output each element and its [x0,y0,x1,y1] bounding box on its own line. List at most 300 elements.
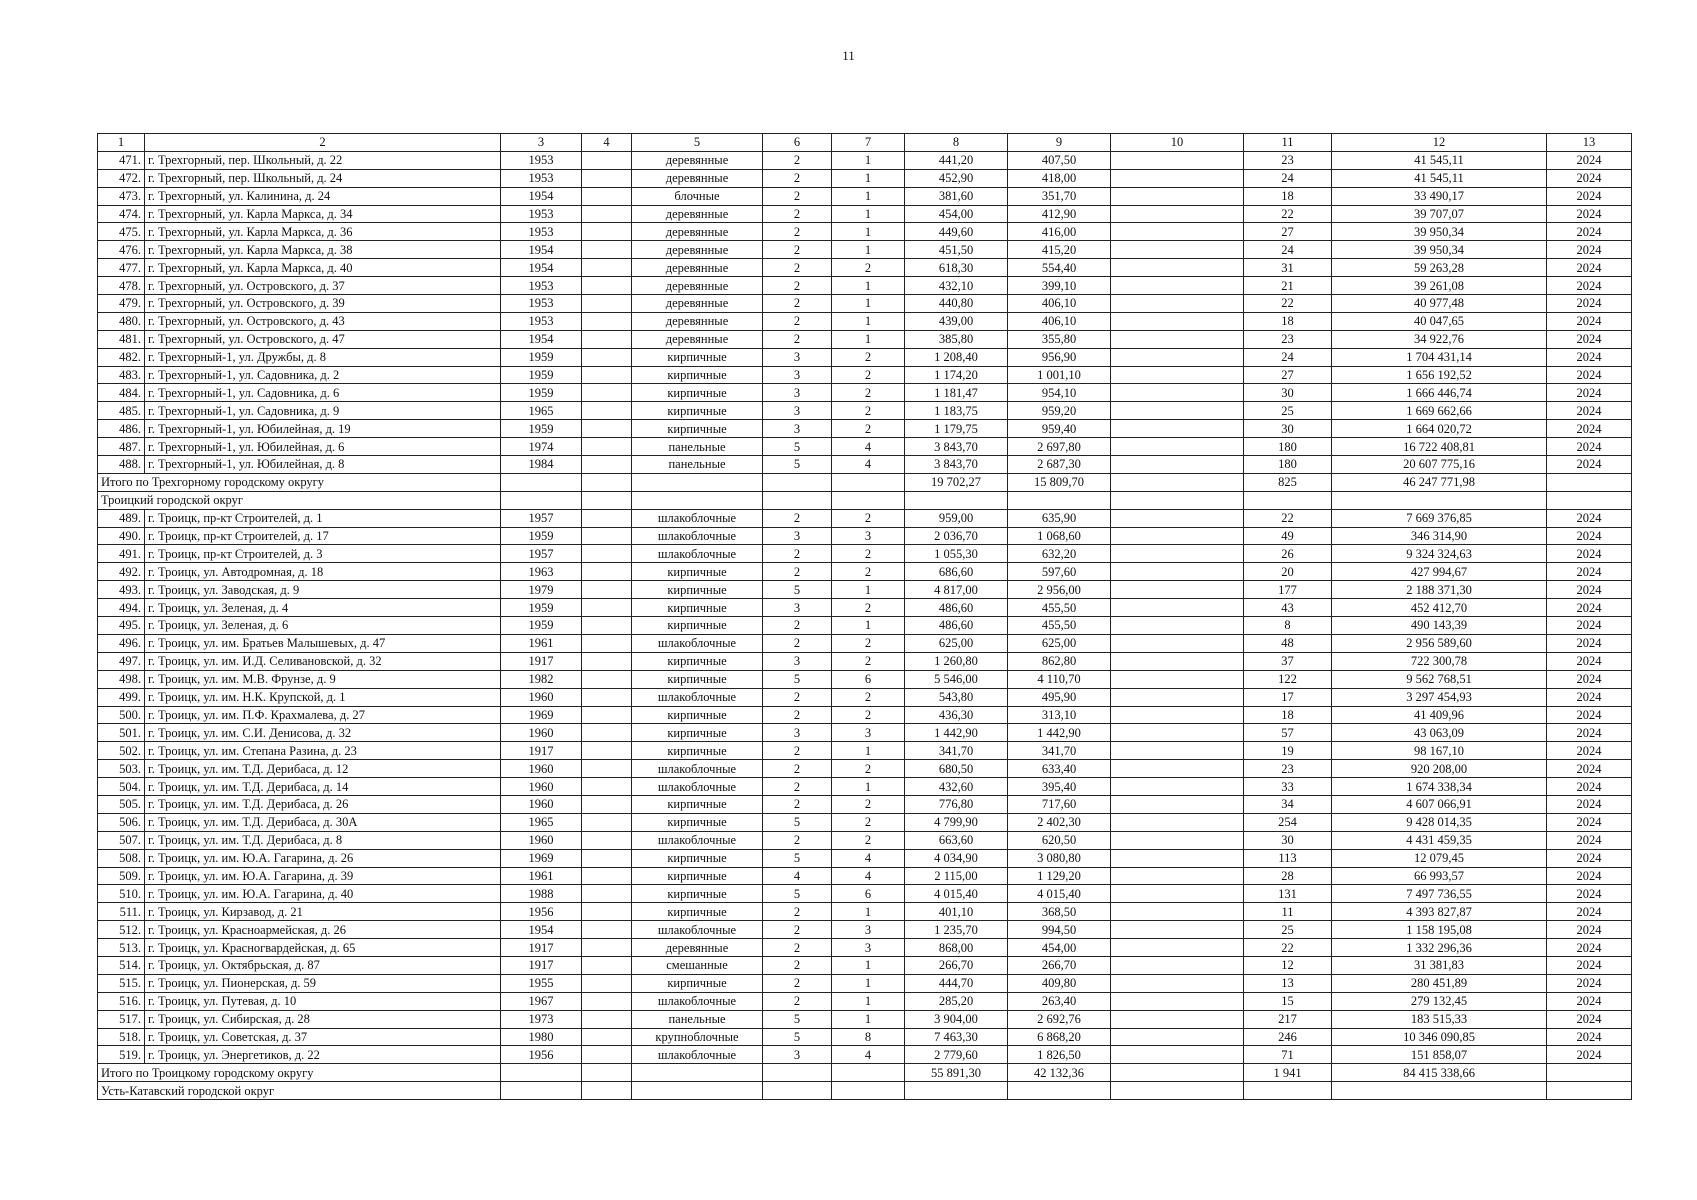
cell-col-7: 2 [832,420,905,438]
cell-col-6: 3 [763,420,832,438]
cell-col-7: 1 [832,169,905,187]
cell-col-9: 409,80 [1008,974,1111,992]
cell-col-9: 2 697,80 [1008,438,1111,456]
cell-col-5: кирпичные [632,867,763,885]
cell-col-1: 507. [98,831,145,849]
cell-col-11: 25 [1244,402,1332,420]
cell-col-11: 23 [1244,760,1332,778]
cell-col-9: 632,20 [1008,545,1111,563]
cell-col-1: 490. [98,527,145,545]
column-number-7: 7 [832,134,905,152]
cell-col-1: 494. [98,599,145,617]
cell-col-4 [582,956,632,974]
cell-col-12: 39 707,07 [1332,205,1547,223]
cell-col-8: 3 843,70 [905,456,1008,474]
cell-col-6: 5 [763,885,832,903]
cell-col-4 [582,348,632,366]
cell-col-8: 1 442,90 [905,724,1008,742]
cell-col-9: 368,50 [1008,903,1111,921]
cell-col-2: г. Троицк, пр-кт Строителей, д. 17 [145,527,501,545]
cell-col-9: 597,60 [1008,563,1111,581]
table-row [98,241,1632,259]
cell-col-13: 2024 [1547,813,1632,831]
cell-col-11: 57 [1244,724,1332,742]
cell-col-5: кирпичные [632,402,763,420]
cell-col-6: 2 [763,992,832,1010]
cell-col-6: 2 [763,312,832,330]
cell-col-3: 1979 [501,581,582,599]
cell-col-2: г. Троицк, ул. Октябрьская, д. 87 [145,956,501,974]
cell-col-3: 1967 [501,992,582,1010]
cell-col-6: 5 [763,1028,832,1046]
cell-col-5: кирпичные [632,563,763,581]
cell-col-2: г. Трехгорный, пер. Школьный, д. 24 [145,169,501,187]
table-row [98,295,1632,313]
cell-col-2: г. Трехгорный-1, ул. Юбилейная, д. 8 [145,456,501,474]
cell-col-13: 2024 [1547,921,1632,939]
cell-col-6: 3 [763,402,832,420]
cell-col-11: 131 [1244,885,1332,903]
cell-col-13: 2024 [1547,295,1632,313]
district-heading: Усть-Катавский городской округ [98,1082,501,1100]
cell-col-8: 385,80 [905,330,1008,348]
cell-col-6: 5 [763,438,832,456]
table-row [98,634,1632,652]
empty-cell [832,1082,905,1100]
cell-col-8: 1 260,80 [905,652,1008,670]
cell-col-7: 2 [832,634,905,652]
cell-col-9: 625,00 [1008,634,1111,652]
cell-col-7: 1 [832,778,905,796]
cell-col-1: 501. [98,724,145,742]
cell-col-2: г. Троицк, пр-кт Строителей, д. 1 [145,509,501,527]
cell-col-4 [582,921,632,939]
cell-col-8: 2 779,60 [905,1046,1008,1064]
cell-col-5: шлакоблочные [632,545,763,563]
cell-col-11: 26 [1244,545,1332,563]
cell-col-6: 2 [763,760,832,778]
cell-col-10 [1111,205,1244,223]
cell-col-5: панельные [632,1010,763,1028]
cell-col-2: г. Трехгорный-1, ул. Юбилейная, д. 6 [145,438,501,456]
cell-col-13: 2024 [1547,1046,1632,1064]
cell-col-6: 5 [763,1010,832,1028]
cell-col-8: 543,80 [905,688,1008,706]
cell-col-6: 2 [763,509,832,527]
cell-col-11: 49 [1244,527,1332,545]
cell-col-12: 10 346 090,85 [1332,1028,1547,1046]
cell-col-8: 452,90 [905,169,1008,187]
table-row [98,420,1632,438]
cell-col-12: 40 977,48 [1332,295,1547,313]
cell-col-7: 4 [832,1046,905,1064]
cell-col-8: 436,30 [905,706,1008,724]
cell-col-7: 3 [832,939,905,957]
cell-col-12: 1 656 192,52 [1332,366,1547,384]
cell-col-7: 1 [832,903,905,921]
table-row [98,438,1632,456]
cell-col-12: 9 562 768,51 [1332,670,1547,688]
cell-col-12: 31 381,83 [1332,956,1547,974]
cell-col-7: 2 [832,545,905,563]
cell-col-2: г. Трехгорный-1, ул. Садовника, д. 2 [145,366,501,384]
empty-cell [501,1064,582,1082]
cell-col-13: 2024 [1547,527,1632,545]
cell-col-4 [582,867,632,885]
cell-col-7: 8 [832,1028,905,1046]
cell-col-6: 3 [763,1046,832,1064]
cell-col-8: 432,10 [905,277,1008,295]
column-number-2: 2 [145,134,501,152]
cell-col-10 [1111,849,1244,867]
cell-col-6: 5 [763,670,832,688]
cell-col-12: 12 079,45 [1332,849,1547,867]
cell-col-11: 28 [1244,867,1332,885]
cell-col-1: 515. [98,974,145,992]
cell-col-12: 4 393 827,87 [1332,903,1547,921]
cell-col-6: 2 [763,742,832,760]
cell-col-6: 3 [763,652,832,670]
cell-col-7: 2 [832,760,905,778]
cell-col-6: 2 [763,706,832,724]
cell-col-12: 20 607 775,16 [1332,456,1547,474]
cell-col-8: 1 235,70 [905,921,1008,939]
cell-col-4 [582,778,632,796]
cell-col-2: г. Троицк, ул. им. П.Ф. Крахмалева, д. 27 [145,706,501,724]
cell-col-5: деревянные [632,151,763,169]
cell-col-13: 2024 [1547,974,1632,992]
empty-cell [763,491,832,509]
cell-col-11: 22 [1244,205,1332,223]
cell-col-11: 37 [1244,652,1332,670]
cell-col-5: шлакоблочные [632,634,763,652]
cell-col-4 [582,545,632,563]
cell-col-5: шлакоблочные [632,831,763,849]
table-row [98,831,1632,849]
empty-cell [763,473,832,491]
cell-col-12: 151 858,07 [1332,1046,1547,1064]
cell-col-9: 313,10 [1008,706,1111,724]
cell-col-6: 5 [763,581,832,599]
cell-col-1: 509. [98,867,145,885]
cell-col-7: 1 [832,330,905,348]
cell-col-6: 3 [763,366,832,384]
cell-col-13: 2024 [1547,312,1632,330]
cell-col-12: 2 956 589,60 [1332,634,1547,652]
cell-col-7: 2 [832,563,905,581]
cell-col-6: 3 [763,527,832,545]
cell-col-9: 959,20 [1008,402,1111,420]
cell-col-10 [1111,456,1244,474]
cell-col-10 [1111,151,1244,169]
cell-col-5: деревянные [632,295,763,313]
cell-col-9: 1 442,90 [1008,724,1111,742]
cell-col-1: 510. [98,885,145,903]
cell-col-1: 506. [98,813,145,831]
cell-col-11: 11 [1244,903,1332,921]
cell-col-11: 22 [1244,509,1332,527]
cell-col-5: кирпичные [632,599,763,617]
cell-col-2: г. Трехгорный-1, ул. Садовника, д. 9 [145,402,501,420]
empty-cell [832,1064,905,1082]
cell-col-11: 246 [1244,1028,1332,1046]
empty-cell [632,1064,763,1082]
column-number-8: 8 [905,134,1008,152]
table-row [98,974,1632,992]
column-number-11: 11 [1244,134,1332,152]
cell-col-11: 30 [1244,420,1332,438]
page-number: 11 [842,48,855,63]
cell-col-10 [1111,223,1244,241]
cell-col-2: г. Троицк, ул. Зеленая, д. 4 [145,599,501,617]
empty-cell [501,1082,582,1100]
cell-col-7: 1 [832,223,905,241]
empty-cell [1332,491,1547,509]
cell-col-13: 2024 [1547,348,1632,366]
cell-col-12: 59 263,28 [1332,259,1547,277]
cell-col-10 [1111,402,1244,420]
cell-col-3: 1965 [501,402,582,420]
cell-col-12: 427 994,67 [1332,563,1547,581]
cell-col-7: 2 [832,831,905,849]
cell-col-1: 493. [98,581,145,599]
cell-col-2: г. Троицк, ул. им. Ю.А. Гагарина, д. 40 [145,885,501,903]
cell-col-3: 1917 [501,939,582,957]
cell-col-3: 1959 [501,420,582,438]
cell-col-2: г. Троицк, ул. Автодромная, д. 18 [145,563,501,581]
cell-col-1: 496. [98,634,145,652]
cell-col-9: 554,40 [1008,259,1111,277]
cell-col-6: 2 [763,563,832,581]
cell-col-6: 2 [763,634,832,652]
cell-col-5: деревянные [632,330,763,348]
cell-col-10 [1111,634,1244,652]
cell-col-3: 1917 [501,742,582,760]
cell-col-2: г. Троицк, ул. им. Ю.А. Гагарина, д. 26 [145,849,501,867]
cell-col-8: 1 208,40 [905,348,1008,366]
cell-col-6: 2 [763,688,832,706]
table-row [98,1028,1632,1046]
cell-col-5: кирпичные [632,813,763,831]
cell-col-13: 2024 [1547,742,1632,760]
cell-col-2: г. Троицк, ул. Зеленая, д. 6 [145,617,501,635]
cell-col-2: г. Троицк, ул. Красногвардейская, д. 65 [145,939,501,957]
cell-col-12: 16 722 408,81 [1332,438,1547,456]
cell-col-10 [1111,384,1244,402]
cell-col-4 [582,706,632,724]
cell-col-1: 519. [98,1046,145,1064]
cell-col-4 [582,438,632,456]
cell-col-11: 71 [1244,1046,1332,1064]
cell-col-1: 483. [98,366,145,384]
column-number-3: 3 [501,134,582,152]
cell-col-5: кирпичные [632,706,763,724]
cell-col-12: 1 704 431,14 [1332,348,1547,366]
cell-col-8: 868,00 [905,939,1008,957]
cell-col-8: 4 817,00 [905,581,1008,599]
cell-col-4 [582,581,632,599]
cell-col-12: 452 412,70 [1332,599,1547,617]
cell-col-11: 24 [1244,169,1332,187]
empty-cell [832,491,905,509]
cell-col-8: 4 799,90 [905,813,1008,831]
cell-col-13: 2024 [1547,795,1632,813]
cell-col-2: г. Троицк, ул. Заводская, д. 9 [145,581,501,599]
cell-col-12: 41 545,11 [1332,151,1547,169]
cell-col-11: 30 [1244,831,1332,849]
cell-col-3: 1960 [501,795,582,813]
cell-col-7: 2 [832,706,905,724]
cell-col-1: 518. [98,1028,145,1046]
table-row [98,456,1632,474]
cell-col-8: 381,60 [905,187,1008,205]
cell-col-9: 341,70 [1008,742,1111,760]
cell-col-11: 30 [1244,384,1332,402]
cell-col-13: 2024 [1547,581,1632,599]
cell-col-7: 1 [832,205,905,223]
cell-col-2: г. Трехгорный, ул. Карла Маркса, д. 38 [145,241,501,259]
cell-col-5: шлакоблочные [632,509,763,527]
cell-col-6: 3 [763,724,832,742]
cell-col-9: 355,80 [1008,330,1111,348]
cell-col-11: 17 [1244,688,1332,706]
cell-col-1: 472. [98,169,145,187]
cell-col-12: 279 132,45 [1332,992,1547,1010]
cell-col-1: 471. [98,151,145,169]
table-row [98,277,1632,295]
cell-col-7: 1 [832,1010,905,1028]
cell-col-4 [582,527,632,545]
cell-col-4 [582,1010,632,1028]
column-number-4: 4 [582,134,632,152]
cell-col-9: 495,90 [1008,688,1111,706]
cell-col-2: г. Троицк, ул. им. Ю.А. Гагарина, д. 39 [145,867,501,885]
total-col-9: 42 132,36 [1008,1064,1111,1082]
cell-col-3: 1969 [501,706,582,724]
cell-col-7: 4 [832,456,905,474]
cell-col-13: 2024 [1547,778,1632,796]
cell-col-5: шлакоблочные [632,921,763,939]
district-heading: Троицкий городской округ [98,491,501,509]
cell-col-6: 2 [763,956,832,974]
cell-col-3: 1954 [501,241,582,259]
column-number-row [98,134,1632,152]
cell-col-10 [1111,1046,1244,1064]
cell-col-8: 1 055,30 [905,545,1008,563]
cell-col-13: 2024 [1547,599,1632,617]
cell-col-11: 33 [1244,778,1332,796]
table-row [98,599,1632,617]
cell-col-12: 920 208,00 [1332,760,1547,778]
cell-col-5: шлакоблочные [632,527,763,545]
cell-col-1: 482. [98,348,145,366]
table-row [98,742,1632,760]
cell-col-4 [582,724,632,742]
cell-col-3: 1953 [501,151,582,169]
cell-col-11: 22 [1244,295,1332,313]
cell-col-10 [1111,295,1244,313]
cell-col-12: 9 428 014,35 [1332,813,1547,831]
cell-col-2: г. Троицк, ул. им. Братьев Малышевых, д. 47 [145,634,501,652]
cell-col-2: г. Трехгорный, ул. Островского, д. 43 [145,312,501,330]
cell-col-10 [1111,509,1244,527]
table-row [98,259,1632,277]
table-row [98,849,1632,867]
cell-col-6: 2 [763,330,832,348]
cell-col-3: 1953 [501,277,582,295]
cell-col-4 [582,849,632,867]
cell-col-5: панельные [632,438,763,456]
cell-col-11: 19 [1244,742,1332,760]
cell-col-13: 2024 [1547,867,1632,885]
cell-col-5: кирпичные [632,384,763,402]
cell-col-8: 401,10 [905,903,1008,921]
cell-col-12: 4 431 459,35 [1332,831,1547,849]
cell-col-10 [1111,1028,1244,1046]
cell-col-9: 415,20 [1008,241,1111,259]
cell-col-5: кирпичные [632,885,763,903]
cell-col-7: 1 [832,277,905,295]
table-row [98,402,1632,420]
cell-col-4 [582,617,632,635]
cell-col-3: 1917 [501,956,582,974]
cell-col-5: деревянные [632,277,763,295]
cell-col-8: 680,50 [905,760,1008,778]
cell-col-13: 2024 [1547,259,1632,277]
cell-col-7: 1 [832,295,905,313]
cell-col-3: 1953 [501,169,582,187]
table-row [98,348,1632,366]
cell-col-1: 474. [98,205,145,223]
cell-col-4 [582,402,632,420]
cell-col-3: 1960 [501,760,582,778]
cell-col-8: 1 181,47 [905,384,1008,402]
cell-col-2: г. Трехгорный, пер. Школьный, д. 22 [145,151,501,169]
cell-col-3: 1953 [501,295,582,313]
cell-col-9: 1 068,60 [1008,527,1111,545]
cell-col-5: кирпичные [632,742,763,760]
cell-col-2: г. Троицк, ул. Кирзавод, д. 21 [145,903,501,921]
cell-col-1: 497. [98,652,145,670]
cell-col-12: 1 158 195,08 [1332,921,1547,939]
cell-col-9: 455,50 [1008,617,1111,635]
cell-col-11: 113 [1244,849,1332,867]
column-number-1: 1 [98,134,145,152]
cell-col-11: 34 [1244,795,1332,813]
cell-col-8: 618,30 [905,259,1008,277]
cell-col-2: г. Троицк, ул. им. И.Д. Селивановской, д. 32 [145,652,501,670]
cell-col-7: 1 [832,617,905,635]
cell-col-10 [1111,706,1244,724]
cell-col-5: шлакоблочные [632,760,763,778]
cell-col-7: 3 [832,921,905,939]
cell-col-7: 1 [832,151,905,169]
cell-col-11: 27 [1244,223,1332,241]
empty-cell [1244,1082,1332,1100]
cell-col-1: 511. [98,903,145,921]
table-row [98,670,1632,688]
cell-col-6: 2 [763,903,832,921]
cell-col-13: 2024 [1547,1028,1632,1046]
cell-col-4 [582,259,632,277]
empty-cell [501,473,582,491]
cell-col-10 [1111,330,1244,348]
cell-col-8: 440,80 [905,295,1008,313]
cell-col-10 [1111,795,1244,813]
empty-cell [1111,1082,1244,1100]
cell-col-13: 2024 [1547,420,1632,438]
cell-col-12: 1 664 020,72 [1332,420,1547,438]
